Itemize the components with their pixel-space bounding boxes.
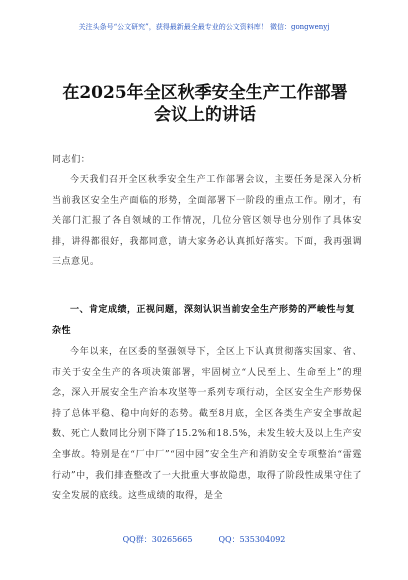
document-title-line-1: 在2025年全区秋季安全生产工作部署 [62,83,348,103]
header-banner: 关注头条号“公文研究”，获得最新最全最专业的公文资料库！ 微信：gongwenyj [78,23,330,31]
footer-contact [0,534,408,545]
salutation: 同志们： [52,155,91,165]
section-heading-1: 一、肯定成绩，正视问题，深刻认识当前安全生产形势的严峻性与复杂性 [52,305,356,336]
document-title [40,82,370,126]
footer-qq: QQ：535304092 [218,535,286,544]
footer-qq-group: QQ群：30265665 [122,535,193,544]
document-title-line-2: 会议上的讲话 [154,105,256,125]
section-1-paragraph: 今年以来，在区委的坚强领导下，全区上下认真贯彻落实国家、省、市关于安全生产的各项决策部署，牢固树立“人民至上、生命至上”的理念，深入开展安全生产治本攻坚等一系列专项行动，全区安全生产形势保持了总体平稳、稳中向好的态势。截至8月底，全区各类生产安全事故起数、死亡人数同比分别下降了15.2%和18.5%，未发生较大及以上生产安全事故。特别是在“厂中厂”“园中园”安全生产和消防安全专项整治“雷霆行动”中，我们排查整改了一大批重大事故隐患，取得了阶段性成果守住了安全发展的底线。这些成绩的取得，是全 [52,347,362,502]
opening-paragraph: 今天我们召开全区秋季安全生产工作部署会议，主要任务是深入分析当前我区安全生产面临的形势，全面部署下一阶段的重点工作。刚才，有关部门汇报了各自领域的工作情况，几位分管区领导也分别作了具体安排，讲得都很好，我都同意，请大家务必认真抓好落实。下面，我再强调三点意见。 [52,175,362,268]
